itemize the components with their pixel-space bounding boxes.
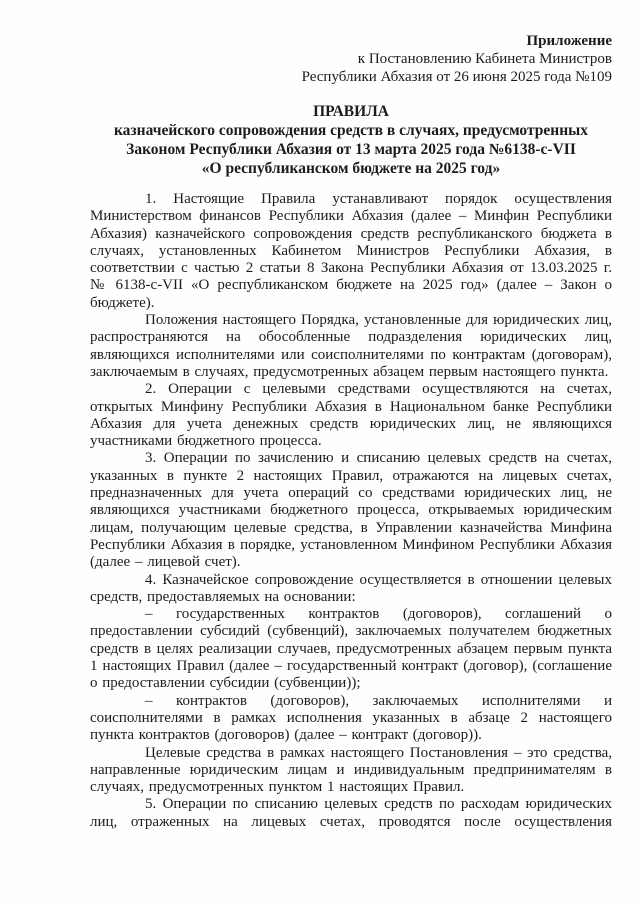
title-subtitle-line: «О республиканском бюджете на 2025 год» bbox=[201, 160, 501, 177]
paragraph-4-item-2: – контрактов (договоров), заключаемых исполнителями и соисполнителями в рамках исполнения указанных в абзаце 2 настоящего пункта контрактов (договоров) (далее – контракт (договор)). bbox=[90, 692, 612, 744]
paragraph-4-note: Целевые средства в рамках настоящего Постановления – это средства, направленные юридическим лицам и индивидуальным предпринимателям в случаях, предусмотренных пунктом 1 настоящих Правил. bbox=[90, 744, 612, 796]
annex-label: Приложение bbox=[526, 33, 612, 49]
title-heading: ПРАВИЛА bbox=[313, 103, 389, 120]
paragraph-1a: Положения настоящего Порядка, установленные для юридических лиц, распространяются на обособленные подразделения юридических лиц, являющихся исполнителями или соисполнителями по контрактам (договорам), заключаемым в случаях, предусмотренных абзацем первым настоящего пункта. bbox=[90, 312, 612, 380]
paragraph-3: 3. Операции по зачислению и списанию целевых средств на счетах, указанных в пункте 2 настоящих Правил, отражаются на лицевых счетах, предназначенных для учета операций со средствами юридических лиц, не являющихся участниками бюджетного процесса, открываемых юридическим лицам, получающим целевые средства, в Управлении казначейства Минфина Республики Абхазия в порядке, установленном Минфином Республики Абхазия (далее – лицевой счет). bbox=[90, 450, 612, 571]
paragraph-5-cutoff: 5. Операции по списанию целевых средств по расходам юридических лиц, отраженных на лицевых счетах, проводятся после осуществления bbox=[90, 796, 612, 830]
paragraph-2: 2. Операции с целевыми средствами осуществляются на счетах, открытых Минфину Республики Абхазия в Национальном банке Республики Абхазия для учета денежных средств юридических лиц, не являющихся участниками бюджетного процесса. bbox=[90, 381, 612, 450]
title-subtitle-line: Законом Республики Абхазия от 13 марта 2025 года №6138-с-VII bbox=[126, 141, 576, 158]
annex-ref-line: к Постановлению Кабинета Министров bbox=[357, 51, 612, 67]
annex-header bbox=[90, 32, 612, 86]
annex-ref-line: Республики Абхазия от 26 июня 2025 года №109 bbox=[301, 69, 612, 85]
paragraph-1: 1. Настоящие Правила устанавливают порядок осуществления Министерством финансов Республики Абхазия (далее – Минфин Республики Абхазия) казначейского сопровождения средств республиканского бюджета в случаях, установленных Кабинетом Министров Республики Абхазия, в соответствии с частью 2 статьи 8 Закона Республики Абхазия от 13.03.2025 г. № 6138-с-VII «О республиканском бюджете на 2025 год» (далее – Закон о бюджете). bbox=[90, 191, 612, 311]
paragraph-4: 4. Казначейское сопровождение осуществляется в отношении целевых средств, предоставляемых на основании: bbox=[90, 571, 612, 605]
document-title bbox=[90, 102, 612, 178]
paragraph-4-item-1: – государственных контрактов (договоров), соглашений о предоставлении субсидий (субвенций), заключаемых получателем бюджетных средств в целях реализации случаев, предусмотренных абзацем первым пункта 1 настоящих Правил (далее – государственный контракт (договор), (соглашение о предоставлении субсидии (субвенции)); bbox=[90, 606, 612, 692]
document-body bbox=[90, 191, 612, 831]
title-subtitle-line: казначейского сопровождения средств в случаях, предусмотренных bbox=[113, 122, 588, 139]
